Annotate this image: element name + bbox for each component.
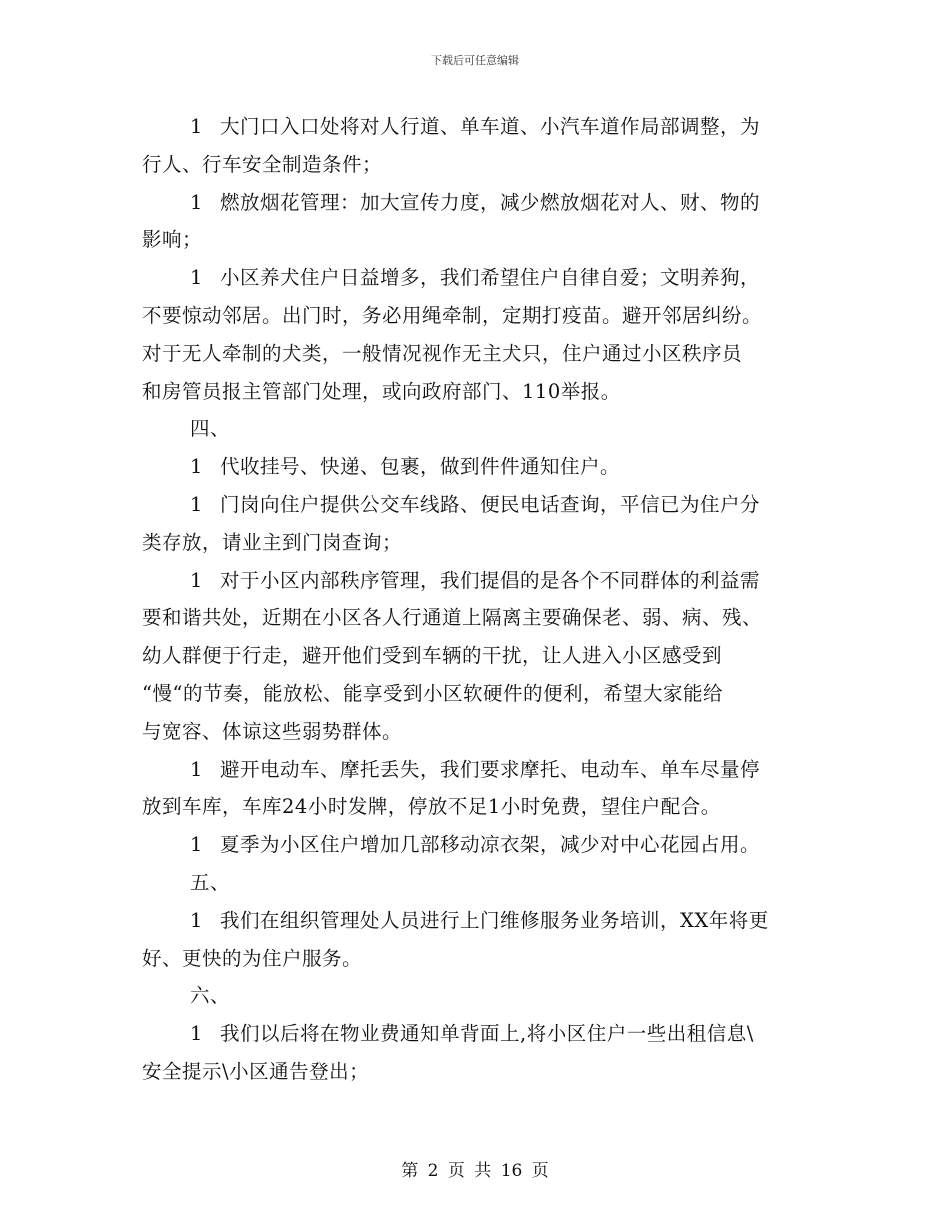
line-text: 安全提示\小区通告登出；	[142, 1059, 370, 1083]
paragraph-line	[142, 259, 808, 297]
line-text: 我们以后将在物业费通知单背面上,将小区住户一些出租信息\	[220, 1022, 754, 1046]
line-text: 对于小区内部秩序管理，我们提倡的是各个不同群体的利益需	[220, 568, 761, 592]
line-text: 我们在组织管理处人员进行上门维修服务业务培训，XX年将更	[220, 908, 769, 932]
paragraph-line	[142, 864, 808, 902]
list-number: 1	[190, 1022, 203, 1046]
line-text: 与宽容、体谅这些弱势群体。	[142, 719, 403, 743]
paragraph-line	[142, 335, 808, 373]
list-number: 1	[190, 833, 203, 857]
line-text: 影响；	[142, 228, 203, 252]
line-text: 大门口入口处将对人行道、单车道、小汽车道作局部调整，为	[220, 115, 761, 138]
paragraph-line	[142, 221, 808, 259]
page-header: 下载后可任意编辑	[431, 54, 519, 67]
paragraph-line	[142, 146, 808, 184]
list-number: 1	[190, 190, 203, 214]
paragraph-line	[142, 486, 808, 524]
paragraph-line	[142, 637, 808, 675]
paragraph-line	[142, 108, 808, 146]
line-text: 四、	[190, 417, 231, 441]
paragraph-line	[142, 751, 808, 789]
document-body	[142, 108, 808, 1091]
line-text: 燃放烟花管理：加大宣传力度，减少燃放烟花对人、财、物的	[220, 190, 761, 214]
line-text: 幼人群便于行走，避开他们受到车辆的干扰，让人进入小区感受到	[142, 644, 723, 668]
paragraph-line	[142, 675, 808, 713]
line-text: 放到车库，车库24小时发牌，停放不足1小时免费，望住户配合。	[142, 795, 721, 819]
line-text: 门岗向住户提供公交车线路、便民电话查询，平信已为住户分	[220, 492, 761, 516]
line-text: 类存放，请业主到门岗查询；	[142, 530, 403, 554]
line-text: 小区养犬住户日益增多，我们希望住户自律自爱；文明养狗，	[220, 266, 761, 290]
list-number: 1	[190, 492, 203, 516]
list-number: 1	[190, 266, 203, 290]
line-text: 和房管员报主管部门处理，或向政府部门、110举报。	[142, 379, 621, 403]
line-text: 好、更快的为住户服务。	[142, 946, 363, 970]
paragraph-line	[142, 1053, 808, 1091]
line-text: 要和谐共处，近期在小区各人行通道上隔离主要确保老、弱、病、残、	[142, 606, 763, 630]
line-text: 对于无人牵制的犬类，一般情况视作无主犬只，住户通过小区秩序员	[142, 341, 743, 365]
paragraph-line	[142, 977, 808, 1015]
line-text: 夏季为小区住户增加几部移动凉衣架，减少对中心花园占用。	[220, 833, 761, 857]
line-text: 代收挂号、快递、包裹，做到件件通知住户。	[220, 455, 621, 479]
paragraph-line	[142, 826, 808, 864]
paragraph-line	[142, 410, 808, 448]
paragraph-line	[142, 562, 808, 600]
line-text: “慢“的节奏，能放松、能享受到小区软硬件的便利，希望大家能给	[142, 681, 723, 705]
paragraph-line	[142, 184, 808, 222]
paragraph-line	[142, 713, 808, 751]
line-text: 六、	[190, 984, 231, 1008]
paragraph-line	[142, 599, 808, 637]
list-number: 1	[190, 757, 203, 781]
list-number: 1	[190, 115, 203, 138]
paragraph-line	[142, 297, 808, 335]
line-text: 避开电动车、摩托丢失，我们要求摩托、电动车、单车尽量停	[220, 757, 761, 781]
paragraph-line	[142, 788, 808, 826]
paragraph-line	[142, 373, 808, 411]
paragraph-line	[142, 902, 808, 940]
list-number: 1	[190, 568, 203, 592]
page-number-footer: 第 2 页 共 16 页	[401, 1161, 549, 1181]
paragraph-line	[142, 1015, 808, 1053]
paragraph-line	[142, 448, 808, 486]
line-text: 五、	[190, 870, 231, 894]
paragraph-line	[142, 524, 808, 562]
line-text: 行人、行车安全制造条件；	[142, 152, 383, 176]
list-number: 1	[190, 455, 203, 479]
line-text: 不要惊动邻居。出门时，务必用绳牵制，定期打疫苗。避开邻居纠纷。	[142, 303, 763, 327]
list-number: 1	[190, 908, 203, 932]
paragraph-line	[142, 940, 808, 978]
